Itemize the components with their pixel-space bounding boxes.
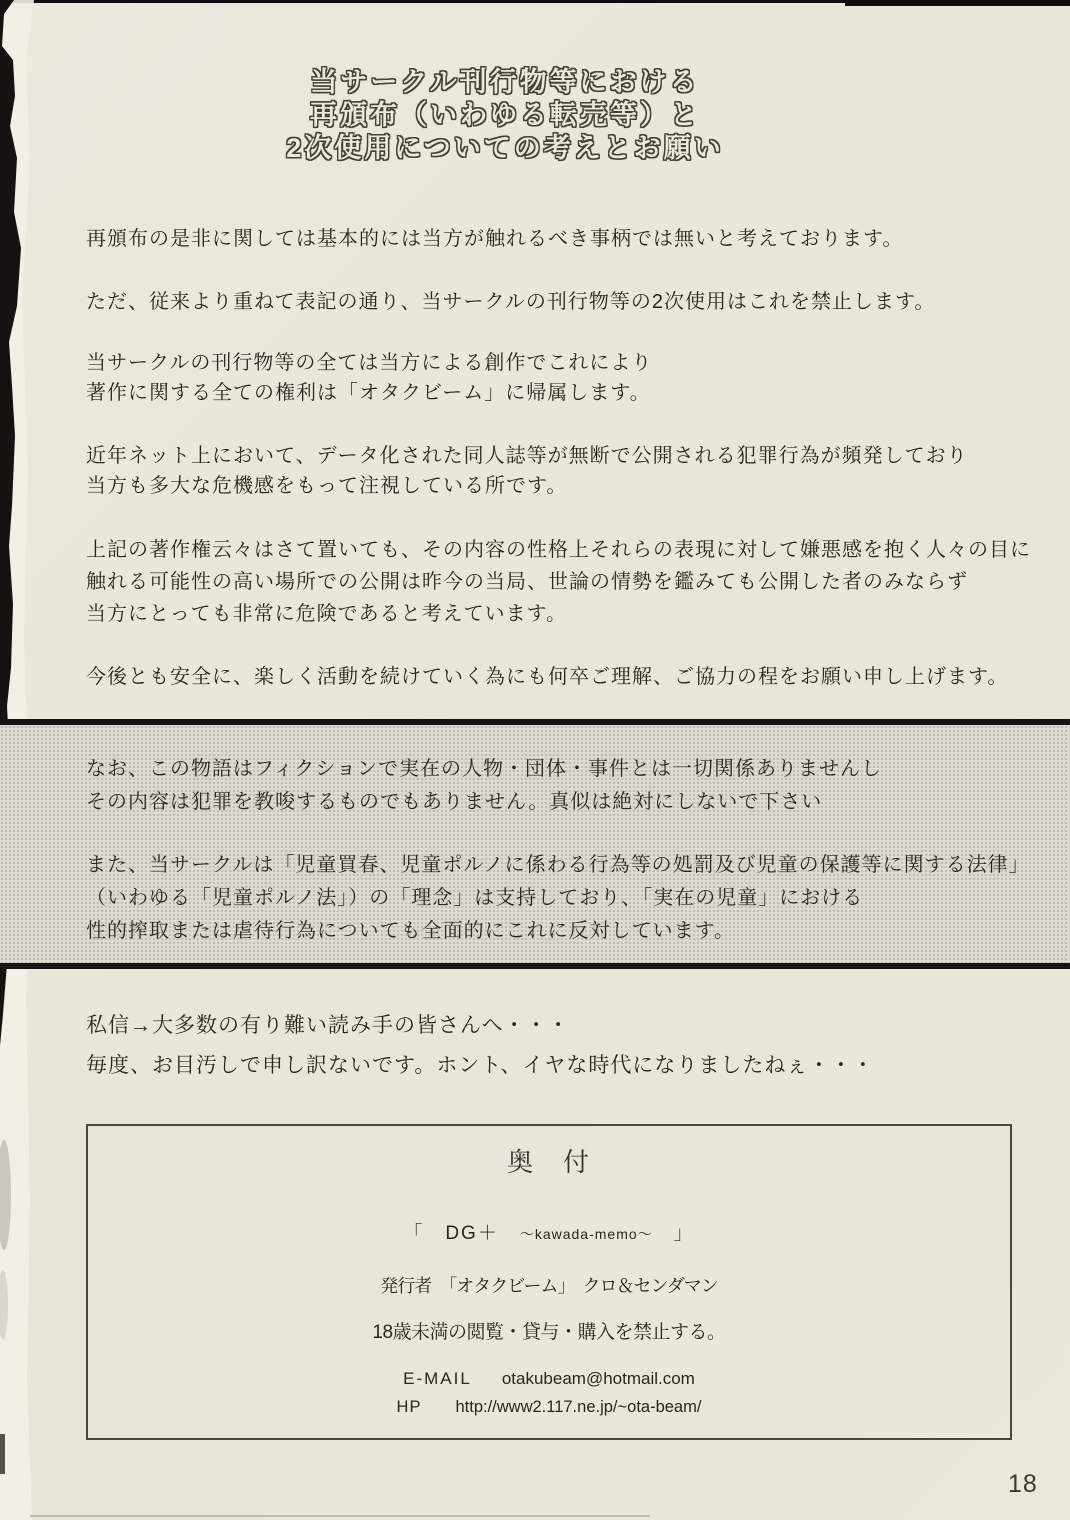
hp-url: http://www2.117.ne.jp/~ota-beam/ bbox=[455, 1398, 702, 1416]
paragraph-request bbox=[86, 662, 1046, 692]
paragraph-line: 触れる可能性の高い場所での公開は昨今の当局、世論の情勢を鑑みても公開した者のみならず bbox=[86, 571, 968, 593]
colophon-heading: 奥 付 bbox=[506, 1147, 591, 1177]
paragraph-line: 再頒布の是非に関しては基本的には当方が触れるべき事柄では無いと考えております。 bbox=[86, 228, 904, 250]
paragraph-line: 上記の著作権云々はさて置いても、その内容の性格上それらの表現に対して嫌悪感を抱く人々の目に bbox=[86, 539, 1031, 561]
paragraph-redistribution bbox=[86, 224, 1046, 254]
hp-label: HP bbox=[396, 1398, 422, 1416]
paragraph-copyright bbox=[86, 348, 1046, 408]
note-line: 私信→大多数の有り難い読み手の皆さんへ・・・ bbox=[86, 1014, 570, 1037]
book-title-open: 「 DG＋ bbox=[403, 1223, 520, 1244]
paragraph-line: 今後とも安全に、楽しく活動を続けていく為にも何卒ご理解、ご協力の程をお願い申し上げます。 bbox=[86, 666, 1009, 688]
title-line-2: 再頒布（いわゆる転売等）と bbox=[310, 100, 700, 130]
page-number: 18 bbox=[1008, 1470, 1038, 1498]
title-line-1: 当サークル刊行物等における bbox=[310, 67, 700, 97]
title-line-3: 2次使用についての考えとお願い bbox=[286, 133, 724, 163]
fiction-disclaimer bbox=[86, 753, 1070, 819]
paragraph-secondary-use-ban bbox=[86, 287, 1046, 317]
email-label: E-MAIL bbox=[403, 1369, 472, 1388]
page-title bbox=[0, 66, 1010, 165]
disclaimer-line: その内容は犯罪を教唆するものでもありません。真似は絶対にしないで下さい bbox=[86, 791, 823, 813]
note-line: 毎度、お目汚しで申し訳ないです。ホント、イヤな時代になりましたねぇ・・・ bbox=[86, 1054, 875, 1077]
disclaimer-line: また、当サークルは「児童買春、児童ポルノに係わる行為等の処罰及び児童の保護等に関する法律」 bbox=[86, 854, 1030, 876]
law-disclaimer bbox=[86, 849, 1070, 948]
paragraph-line: 当方も多大な危機感をもって注視している所です。 bbox=[86, 475, 568, 497]
disclaimer-line: 性的搾取または虐待行為についても全面的にこれに反対しています。 bbox=[86, 920, 735, 942]
disclaimer-band bbox=[0, 719, 1070, 969]
disclaimer-line: なお、この物語はフィクションで実在の人物・団体・事件とは一切関係ありませんし bbox=[86, 758, 882, 780]
paragraph-line: ただ、従来より重ねて表記の通り、当サークルの刊行物等の2次使用はこれを禁止します。 bbox=[86, 291, 936, 313]
paragraph-risk bbox=[86, 534, 1046, 630]
email-line bbox=[88, 1369, 1010, 1389]
book-title-latin: 〜kawada-memo〜 bbox=[519, 1226, 653, 1242]
paragraph-line: 当サークルの刊行物等の全ては当方による創作でこれにより bbox=[86, 352, 653, 374]
email-address: otakubeam@hotmail.com bbox=[501, 1369, 695, 1388]
age-restriction-line: 18歳未満の閲覧・貸与・購入を禁止する。 bbox=[372, 1322, 726, 1343]
book-title-close: 」 bbox=[652, 1223, 695, 1244]
scan-top-edge-thick bbox=[845, 0, 1070, 6]
book-title bbox=[88, 1218, 1010, 1245]
paragraph-net-piracy bbox=[86, 441, 1046, 501]
disclaimer-line: （いわゆる「児童ポルノ法」）の「理念」は支持しており、「実在の児童」における bbox=[86, 887, 864, 909]
homepage-line bbox=[88, 1398, 1010, 1417]
publisher-line: 発行者 「オタクビーム」 クロ＆センダマン bbox=[380, 1276, 718, 1296]
scan-bottom-edge bbox=[30, 1515, 650, 1517]
paragraph-line: 著作に関する全ての権利は「オタクビーム」に帰属します。 bbox=[86, 382, 651, 404]
colophon-box bbox=[86, 1124, 1012, 1440]
paragraph-line: 近年ネット上において、データ化された同人誌等が無断で公開される犯罪行為が頻発しており bbox=[86, 445, 968, 467]
personal-note bbox=[86, 1006, 1046, 1086]
paragraph-line: 当方にとっても非常に危険であると考えています。 bbox=[86, 603, 567, 625]
